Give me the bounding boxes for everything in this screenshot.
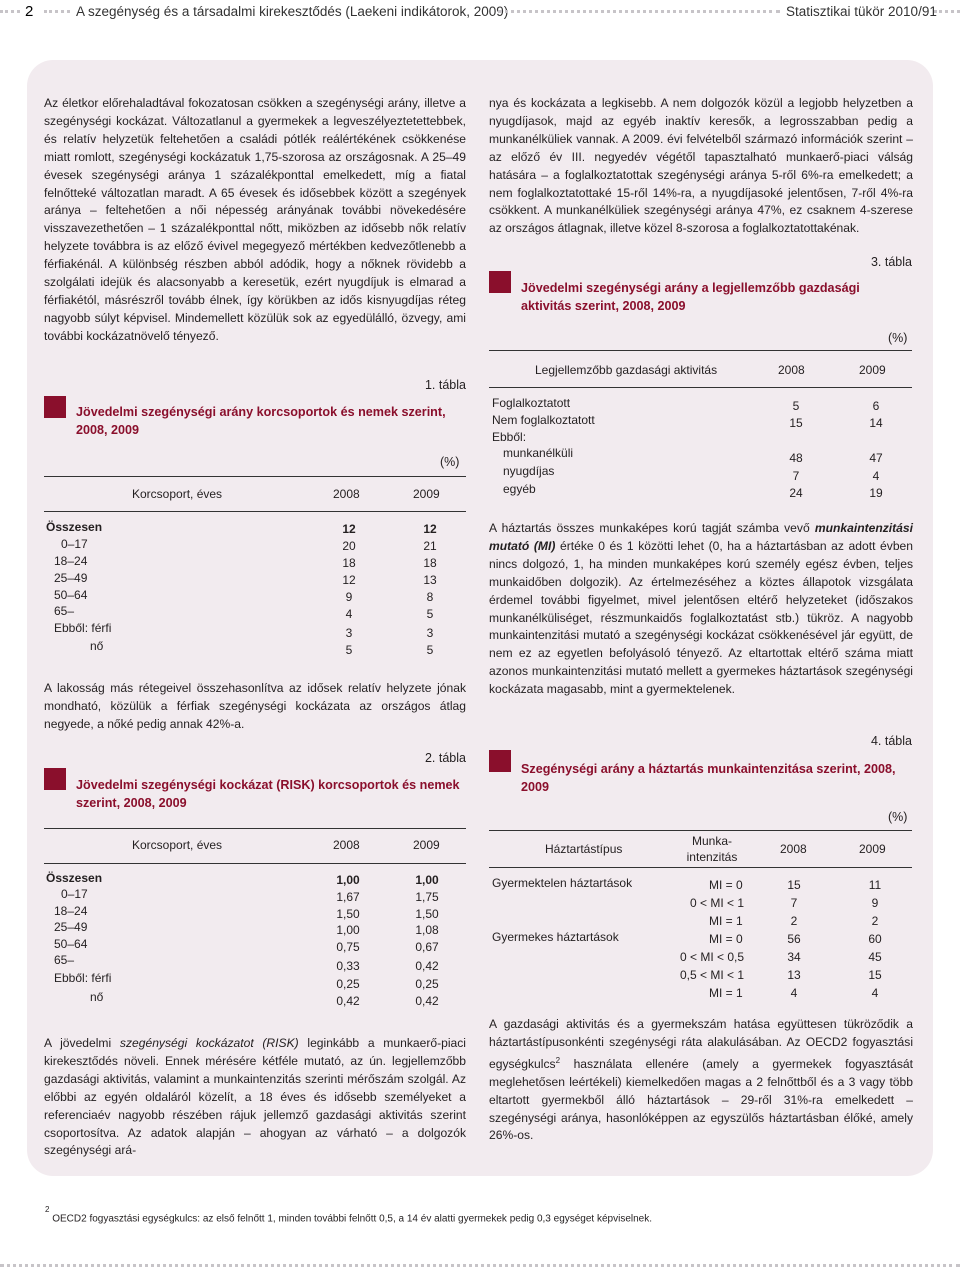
table-cell: 60 [868,932,882,946]
table-cell: 34 [787,950,801,964]
table-cell: 0,42 [415,994,439,1008]
table-cell: 0,75 [336,940,360,954]
left-paragraph-3-block [44,1035,466,1160]
table4-col-mi-1: Munka- [691,834,732,848]
right-paragraph-3 [489,1016,913,1145]
table2-year-2008: 2008 [333,838,360,852]
table-cell: 0,25 [415,977,439,991]
table3-title: Jövedelmi szegénységi arány a legjellemzőbb gazdasági aktivitás szerint, 2008, 2009 [521,281,860,313]
table-row-label: 18–24 [54,904,88,918]
table-row-mi: MI = 1 [709,914,743,928]
left-paragraph-3-b: leginkább a munkaerő-piaci kirekesztődés növeli. Ennek mérésére kétféle mutató, az ún. legjellemzőbb gazdasági aktivitás, valamint a munkaintenzitás szerinti mérőszám szolgál. Az előbbi az egyén oldaláról közelít, a 18 éves és idősebb személyeket a referenciaév nagyobb részében rájuk jellemző gazdasági aktivitás szerint csoportosítva. Az adatok alapján – ahogyan az várható – a dolgozók szegénységi ará- [44,1036,466,1158]
table-row-label: Gyermektelen háztartások [492,876,633,890]
table-cell: 0,33 [336,959,360,973]
table-cell: 13 [423,573,437,587]
table-row-label: nyugdíjas [503,464,555,478]
table-row-label: 25–49 [54,920,88,934]
table-cell: 15 [868,968,882,982]
table-row-label: Összesen [46,520,103,534]
table-cell: 21 [423,539,437,553]
table3-number: 3. tábla [870,255,912,269]
table1-title: Jövedelmi szegénységi arány korcsoportok és nemek szerint, 2008, 2009 [76,405,446,437]
table3-top-rule [489,350,912,351]
table4-unit: (%) [888,810,908,824]
left-paragraph-1-block [44,95,466,346]
table-cell: 11 [868,878,882,892]
table-cell: 0,42 [415,959,439,973]
table2-col-header: Korcsoport, éves [132,838,223,852]
table3-unit: (%) [888,331,908,345]
table-row-label: 0–17 [61,887,88,901]
table4-header-rule [489,867,912,868]
right-paragraph-3-b: használata ellenére (amely a gyermekek fogyasztását meglehetősen leértékeli) kiemelkedően magas a 2 felnőttből és a 3 vagy több eltartott gyermekből álló háztartások – 29-ről 31%-ra emelkedett – szegénységi aránya, hasonlóképpen az egyszülős háztartásban élőké, amely 26%-os. [489,1056,913,1143]
table-cell: 18 [423,556,437,570]
left-paragraph-3-a: A jövedelmi [44,1036,120,1050]
right-paragraph-2-a: A háztartás összes munkaképes korú tagját számba vevő [489,521,815,535]
table1-number: 1. tábla [424,378,466,392]
table-cell: 1,00 [336,923,360,937]
table3-marker [489,271,511,293]
table2-year-2009: 2009 [413,838,440,852]
table4-year-2009: 2009 [859,842,886,856]
left-paragraph-3 [44,1035,466,1160]
table2-marker [44,768,66,790]
table-cell: 1,50 [415,907,439,921]
table-cell: 45 [868,950,882,964]
table2-number: 2. tábla [424,751,466,765]
running-header-publication: Statisztikai tükör 2010/91 [786,4,937,19]
table-row-label: Összesen [46,871,103,885]
table-cell: 48 [789,451,803,465]
right-paragraph-2 [489,520,913,699]
right-paragraph-3-a: A gazdasági aktivitás és a gyermekszám hatása együttesen tükröződik a háztartástípusonkénti szegénységi ráta alakulásában. Az OECD2 fogyasztási egységkulcs [489,1017,913,1071]
table2-title: Jövedelmi szegénységi kockázat (RISK) korcsoportok és nemek szerint, 2008, 2009 [76,778,460,810]
table4-marker [489,750,511,772]
table-row-label: 18–24 [54,554,88,568]
table-cell: 47 [869,451,883,465]
page-number: 2 [25,3,34,20]
table1-col-header: Korcsoport, éves [132,487,223,501]
table-cell: 1,00 [415,873,439,887]
table-cell: 0,25 [336,977,360,991]
footnote [45,1205,653,1225]
table4-col-mi-2: intenzitás [686,850,738,864]
table-row-label: Ebből: [492,430,527,444]
header-dots-left [0,10,20,13]
table1-year-2008: 2008 [333,487,360,501]
table-row-label: 25–49 [54,571,88,585]
table-cell: 7 [792,469,800,483]
table-row-label: nő [90,639,104,653]
left-paragraph-2: A lakosság más rétegeivel összehasonlítva az idősek relatív helyzete jónak mondható, közülük a férfiak szegénységi kockázata az országos átlag negyede, a nőké pedig annak 42%-a. [44,681,466,731]
table-cell: 8 [426,590,434,604]
table-cell: 9 [345,590,353,604]
right-paragraph-3-block [489,1016,913,1145]
table-row-mi: 0 < MI < 1 [690,896,745,910]
table3-col-header: Legjellemzőbb gazdasági aktivitás [535,363,718,377]
table-cell: 12 [423,522,437,536]
table-cell: 3 [345,626,353,640]
right-paragraph-1-block [489,95,913,238]
table-cell: 56 [787,932,801,946]
table-cell: 0,67 [415,940,439,954]
table-cell: 3 [426,626,434,640]
table-cell: 12 [342,573,356,587]
table-cell: 9 [871,896,879,910]
right-paragraph-2-emphasis: munkaintenzitási mutató (MI) [489,521,913,553]
table-row-mi: MI = 0 [709,878,743,892]
header-dots-end [934,10,960,13]
table-row-mi: 0,5 < MI < 1 [680,968,745,982]
right-paragraph-2-block [489,520,913,699]
table-cell: 19 [869,486,883,500]
table1-header-rule [44,511,466,512]
table-cell: 5 [792,399,800,413]
table-cell: 1,67 [336,890,360,904]
right-paragraph-2-b: értéke 0 és 1 közötti lehet (0, ha a háztartásban az adott évben nincs dolgozó, 1, ha minden munkaképes korú személy egész évben, teljes munkaidőben dolgozik). Az értelmezéséhez a köztes állapotok vizsgálata érdemel további figyelmet, mivel jelentősen eltérő helyzeteket (időszakos munkanélküliséget, részmunkaidős foglalkoztatást stb.) tükröz. A nagyobb munkaintenzitási mutató a szegénységi kockázat csökkenésével jár együtt, de nem ez az egyetlen befolyásoló tényező. Az eltartottak eltérő száma miatt azonos munkaintenzitási mutató mellett a gyermekes háztartások szegénységi kockázata magasabb, mint a gyermektelenek. [489,538,913,697]
table3-year-2009: 2009 [859,363,886,377]
table-row-label: nő [90,990,104,1004]
table-cell: 2 [790,914,798,928]
table4-top-rule [489,830,912,831]
table-cell: 24 [789,486,803,500]
table-row-mi: 0 < MI < 0,5 [680,950,745,964]
table-row-label: Ebből: férfi [54,971,112,985]
header-dots-mid [44,10,70,13]
footer-dots [0,1264,960,1267]
table-cell: 15 [787,878,801,892]
table-cell: 13 [787,968,801,982]
left-paragraph-2-block [44,680,466,734]
table-row-label: 50–64 [54,937,88,951]
table-cell: 20 [342,539,356,553]
table-row-label: Ebből: férfi [54,621,112,635]
table-cell: 7 [790,896,798,910]
table3-year-2008: 2008 [778,363,805,377]
left-paragraph-1: Az életkor előrehaladtával fokozatosan csökken a szegénységi arány, illetve a szegénységi kockázat. Változatlanul a gyermekek a legveszélyeztetettebbek, és relatív helyzetük feltehetően a családi pótlék reálértékének csökkenése miatt romlott, szegénységi kockázatuk 1,75-szorosa az országosnak. A 25–49 évesek szegénységi aránya 1 százalékponttal emelkedett, míg a fiatal felnőtteké változatlan maradt. A 65 évesek és idősebbek között a szegények aránya – feltehetően a női népesség arányának további növekedésére visszavezethetően – 1 százalékponttal nőtt, miközben az idősebb nők relatív helyzete továbbra is az előző évivel megegyező mértékben kedvezőtlenebb a férfiakénál. A különbség részben abból adódik, hogy a nőknek rövidebb a szolgálati idejük és alacsonyabb a keresetük, ezért nyugdíjuk is elmarad a férfiakétól, másrészről tovább élnek, így körükben az idős kisnyugdíjas réteg nagyobb súlyt képvisel. Mindemellett közülük sok az egyedülálló, özvegy, ami további kockázatnövelő tényező. [44,96,466,343]
footnote-ref: 2 [555,1055,561,1065]
table-row-label: 50–64 [54,588,88,602]
running-header-title: A szegénység és a társadalmi kirekesztődés (Laekeni indikátorok, 2009) [76,4,509,19]
table2-header-rule [44,863,466,864]
header-dots-right [498,10,780,13]
table-row-label: Gyermekes háztartások [492,930,619,944]
table-cell: 1,75 [415,890,439,904]
table-cell: 2 [871,914,879,928]
footnote-mark: 2 [45,1205,50,1214]
table-row-label: munkanélküli [503,446,574,460]
table-cell: 12 [342,522,356,536]
table-row-label: Foglalkoztatott [492,396,571,410]
table4-col-type: Háztartástípus [545,842,623,856]
table-cell: 6 [872,399,880,413]
table-row-label: 0–17 [61,537,88,551]
table-cell: 4 [345,607,353,621]
table-cell: 18 [342,556,356,570]
table2-top-rule [44,828,466,829]
table-row-label: egyéb [503,482,536,496]
table1-year-2009: 2009 [413,487,440,501]
table-cell: 1,08 [415,923,439,937]
table-row-mi: MI = 1 [709,986,743,1000]
table-cell: 4 [871,986,879,1000]
table-cell: 1,00 [336,873,360,887]
table4-title: Szegénységi arány a háztartás munkaintenzitása szerint, 2008, 2009 [521,762,896,794]
left-paragraph-3-emphasis: szegénységi kockázatot (RISK) [119,1036,299,1050]
table-cell: 0,42 [336,994,360,1008]
table3-header-rule [489,387,912,388]
table-row-label: Nem foglalkoztatott [492,413,595,427]
table-cell: 5 [426,607,434,621]
table4-number: 4. tábla [870,734,912,748]
table-cell: 15 [789,416,803,430]
table-cell: 1,50 [336,907,360,921]
table1-marker [44,396,66,418]
table1-top-rule [44,476,466,477]
table-row-mi: MI = 0 [709,932,743,946]
table-cell: 5 [345,643,353,657]
table1-unit: (%) [440,455,460,469]
table-row-label: 65– [54,953,75,967]
footnote-text: OECD2 fogyasztási egységkulcs: az első felnőtt 1, minden további felnőtt 0,5, a 14 év alatti gyermekek pedig 0,3 egységet képviselnek. [52,1213,653,1225]
table-row-label: 65– [54,604,75,618]
table-cell: 4 [790,986,798,1000]
table4-year-2008: 2008 [780,842,807,856]
table-cell: 14 [869,416,883,430]
table-cell: 5 [426,643,434,657]
table-cell: 4 [872,469,880,483]
right-paragraph-1: nya és kockázata a legkisebb. A nem dolgozók közül a legjobb helyzetben a nyugdíjasok, majd az egyéb inaktív keresők, a legrosszabban pedig a munkanélküliek vannak. A 2009. évi felvételből származó információk szerint – az előző év III. negyedév végétől tapasztalható munkaerő-piaci válság hatására – a foglalkoztatottak szegénységi aránya 5-ről 6%-ra emelkedett; a nem foglalkoztatottaké 15-ről 14%-ra, a nyugdíjasoké jelentősen, 7-ről 4%-ra csökkent. A munkanélküliek szegénységi aránya 47%, ez csaknem 4-szerese az országos átlagnak, illetve közel 8-szorosa a foglalkoztatottakénak. [489,96,913,236]
